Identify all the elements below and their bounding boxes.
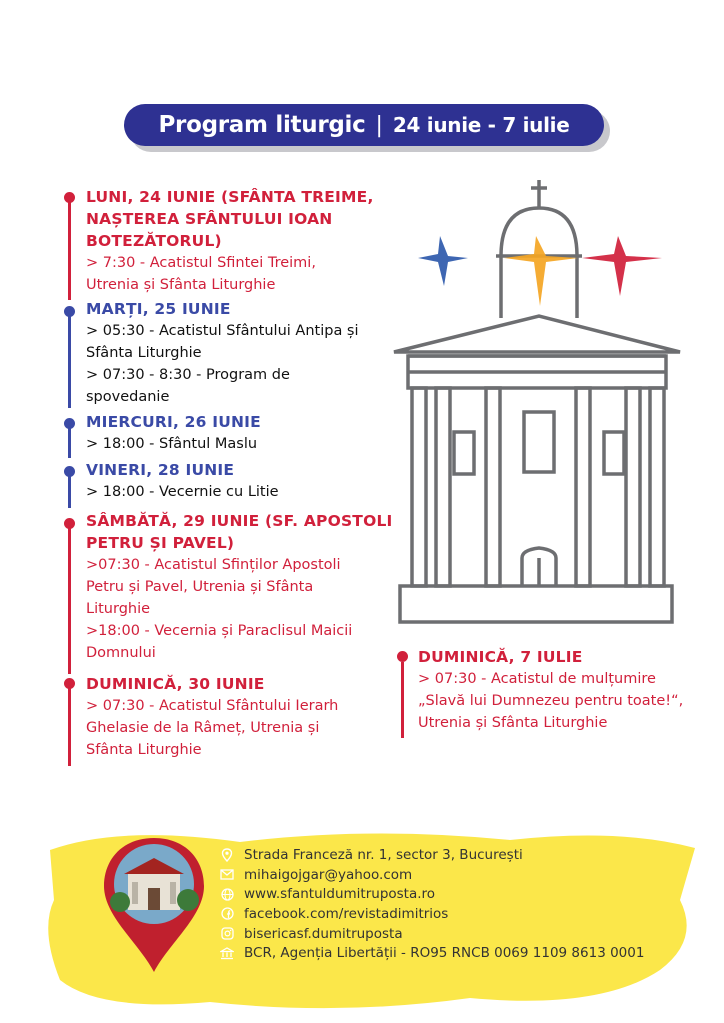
service-line: Sfânta Liturghie [86, 742, 202, 758]
day-title-line: PETRU ȘI PAVEL) [86, 534, 235, 552]
service-line: spovedanie [86, 389, 170, 405]
timeline-line [68, 472, 71, 508]
title-separator: | [375, 112, 383, 138]
contact-info [220, 845, 644, 963]
timeline-line [68, 197, 71, 300]
service-line: „Slavă lui Dumnezeu pentru toate!“, [418, 693, 684, 709]
service-line: >18:00 - Vecernia și Paraclisul Maicii [86, 623, 353, 639]
service-line: > 18:00 - Vecernie cu Litie [86, 484, 279, 500]
service-line: Ghelasie de la Râmeț, Utrenia și [86, 720, 320, 736]
service-line: Utrenia și Sfânta Liturghie [86, 277, 276, 293]
location-pin-photo [98, 834, 210, 976]
day-block-duminica-30 [86, 673, 338, 761]
day-title-line: NAȘTEREA SFÂNTULUI IOAN [86, 210, 333, 228]
service-line: >07:30 - Acatistul Sfinților Apostoli [86, 557, 341, 573]
date-range: 24 iunie - 7 iulie [392, 113, 570, 137]
timeline-dot [64, 466, 75, 477]
timeline-line [68, 424, 71, 458]
timeline-line [68, 684, 71, 766]
service-line: Domnului [86, 645, 156, 661]
day-block-luni [86, 186, 374, 296]
contact-website-row [220, 884, 644, 904]
timeline-dot [64, 518, 75, 529]
facebook-link[interactable]: facebook.com/revistadimitrios [244, 905, 449, 922]
service-line: > 18:00 - Sfântul Maslu [86, 436, 258, 452]
church-illustration [388, 178, 684, 628]
day-block-sambata [86, 510, 393, 664]
contact-facebook-row [220, 904, 644, 924]
service-line: > 05:30 - Acatistul Sfântului Antipa și [86, 323, 359, 339]
timeline-line [401, 662, 404, 738]
timeline-dot [64, 192, 75, 203]
timeline-dot [397, 651, 408, 662]
day-title-line: BOTEZĂTORUL) [86, 232, 222, 250]
day-title-line: DUMINICĂ, 7 IULIE [418, 648, 583, 666]
facebook-icon [220, 907, 234, 921]
service-line: Liturghie [86, 601, 151, 617]
day-block-marti [86, 298, 359, 408]
website-link[interactable]: www.sfantuldumitruposta.ro [244, 886, 436, 903]
contact-bank-row [220, 943, 644, 963]
contact-email-row [220, 865, 644, 885]
day-block-duminica-7 [418, 646, 683, 734]
mail-icon [220, 868, 234, 882]
bank-account-text: BCR, Agenția Libertății - RO95 RNCB 0069 1109 8613 0001 [244, 945, 645, 962]
day-title-line: MARȚI, 25 IUNIE [86, 300, 231, 318]
email-link[interactable]: mihaigojgar@yahoo.com [244, 866, 413, 883]
service-line: Sfânta Liturghie [86, 345, 202, 361]
day-title-line: VINERI, 28 IUNIE [86, 461, 235, 479]
day-title-line: DUMINICĂ, 30 IUNIE [86, 675, 265, 693]
contact-address-row [220, 845, 644, 865]
page-title: Program liturgic [158, 112, 366, 138]
service-line: Petru și Pavel, Utrenia și Sfânta [86, 579, 314, 595]
day-title-line: MIERCURI, 26 IUNIE [86, 413, 261, 431]
day-title-line: LUNI, 24 IUNIE (SFÂNTA TREIME, [86, 188, 374, 206]
service-line: > 07:30 - Acatistul Sfântului Ierarh [86, 698, 339, 714]
service-line: > 7:30 - Acatistul Sfintei Treimi, [86, 255, 316, 271]
timeline-dot [64, 418, 75, 429]
timeline-dot [64, 306, 75, 317]
service-line: > 07:30 - Acatistul de mulțumire [418, 671, 656, 687]
location-pin-icon [220, 848, 234, 862]
contact-instagram-row [220, 924, 644, 944]
instagram-icon [220, 927, 234, 941]
day-title-line: SÂMBĂTĂ, 29 IUNIE (SF. APOSTOLI [86, 512, 393, 530]
bank-icon [220, 946, 234, 960]
timeline-line [68, 524, 71, 674]
address-text: Strada Franceză nr. 1, sector 3, București [244, 846, 523, 863]
day-block-vineri [86, 459, 279, 503]
day-block-miercuri [86, 411, 261, 455]
timeline-line [68, 312, 71, 408]
globe-icon [220, 887, 234, 901]
service-line: Utrenia și Sfânta Liturghie [418, 715, 608, 731]
instagram-link[interactable]: bisericasf.dumitruposta [244, 925, 403, 942]
page-header [124, 104, 604, 146]
service-line: > 07:30 - 8:30 - Program de [86, 367, 290, 383]
timeline-dot [64, 678, 75, 689]
